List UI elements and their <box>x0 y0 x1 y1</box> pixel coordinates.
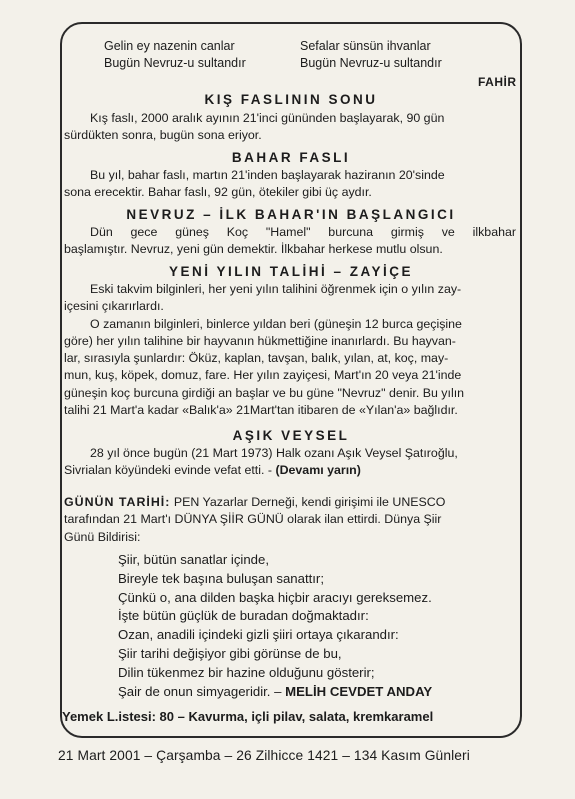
text-line: Eski takvim bilginleri, her yeni yılın talihini öğrenmek için o yılın zay- <box>90 282 462 296</box>
text-line: Sivrialan köyündeki evinde vefat etti. - <box>64 463 272 478</box>
section-title-gunun: GÜNÜN TARİHİ: <box>64 495 171 509</box>
text-line: lar, sırasıyla şunlardır: Öküz, kaplan, tavşan, balık, yılan, at, koç, may- <box>64 351 449 366</box>
verse-line: Gelin ey nazenin canlar <box>104 39 235 53</box>
text-line: içesini çıkarırlardı. <box>64 299 164 314</box>
poem-line: Dilin tükenmez bir hazine olduğunu gösterir; <box>118 664 375 680</box>
verse-line: Sefalar sünsün ihvanlar <box>300 39 431 53</box>
section-title-veysel: AŞIK VEYSEL <box>232 428 350 443</box>
continued-note: (Devamı yarın) <box>275 463 361 478</box>
section-body-bahar <box>64 167 516 202</box>
text-line: tarafından 21 Mart'ı DÜNYA ŞİİR GÜNÜ olarak ilan ettirdi. Dünya Şiir <box>64 512 442 527</box>
section-body-gunun <box>64 494 516 546</box>
verse-author: FAHİR <box>478 75 517 89</box>
poem-line: Şair de onun simyageridir. – <box>118 683 282 699</box>
poem-author: MELİH CEVDET ANDAY <box>285 683 433 699</box>
text-line: O zamanın bilginleri, binlerce yıldan beri (güneşin 12 burca geçişine <box>90 316 462 331</box>
section-body-veysel <box>64 445 516 480</box>
section-body-nevruz <box>64 224 516 259</box>
text-line: sona erecektir. Bahar faslı, 92 gün, ötekiler gibi üç aydır. <box>64 185 372 200</box>
section-body-kis <box>64 110 516 145</box>
poem-line: Bireyle tek başına buluşan sanattır; <box>118 570 324 586</box>
text-line: başlamıştır. Nevruz, yeni gün demektir. İlkbahar herkese mutlu olsun. <box>64 242 443 257</box>
text-line: 28 yıl önce bugün (21 Mart 1973) Halk ozanı Aşık Veysel Şatıroğlu, <box>90 446 458 460</box>
text-line: güneşin koç burcuna girdiği an başlar ve bu güne "Nevruz" denir. Bu yılın <box>64 385 465 400</box>
text-line: Kış faslı, 2000 aralık ayının 21'inci gününden başlayarak, 90 gün <box>90 111 445 125</box>
text-line: göre) her yılın talihine bir hayvanın hükmettiğine inanırlardı. Bu hayvan- <box>64 333 456 348</box>
section-title-kis: KIŞ FASLININ SONU <box>204 92 378 107</box>
section-title-nevruz: NEVRUZ – İLK BAHAR'IN BAŞLANGICI <box>126 207 456 222</box>
poem-line: Şiir, bütün sanatlar içinde, <box>118 552 270 567</box>
verse-line: Bugün Nevruz-u sultandır <box>104 56 246 70</box>
text-line: mun, kuş, köpek, domuz, fare. Her yılın zayiçesi, Mart'ın 20 veya 21'inde <box>64 368 462 383</box>
section-title-zayice: YENİ YILIN TALİHİ – ZAYİÇE <box>168 264 414 279</box>
poem-line: Şiir tarihi değişiyor gibi görünse de bu, <box>118 645 342 661</box>
menu-list: Yemek L.istesi: 80 – Kavurma, içli pilav, salata, kremkaramel <box>62 709 434 724</box>
poem-block <box>118 551 432 701</box>
poem-line: İşte bütün güçlük de buradan doğmaktadır: <box>118 608 369 624</box>
text-line: PEN Yazarlar Derneği, kendi girişimi ile UNESCO <box>173 495 446 509</box>
text-line: sürdükten sonra, bugün sona eriyor. <box>64 128 262 143</box>
section-title-bahar: BAHAR FASLI <box>231 150 351 165</box>
text-line: Bu yıl, bahar faslı, martın 21'inden başlayarak haziranın 20'sinde <box>90 168 445 182</box>
text-line: talihi 21 Mart'a kadar «Balık'a» 21Mart'tan itibaren de «Yılan'a» bağlıdır. <box>64 403 458 418</box>
verse-line: Bugün Nevruz-u sultandır <box>300 56 442 70</box>
text-line: Dün gece güneş Koç "Hamel" burcuna girmiş ve ilkbahar <box>90 225 516 239</box>
verse-left <box>104 38 246 72</box>
poem-line: Ozan, anadili içindeki gizli şiiri ortaya çıkarandır: <box>118 627 399 643</box>
poem-line: Çünkü o, ana dilden başka hiçbir aracıyı gereksemez. <box>118 589 432 605</box>
section-body-zayice <box>64 281 516 419</box>
verse-right <box>300 38 442 72</box>
date-footer: 21 Mart 2001 – Çarşamba – 26 Zilhicce 1421 – 134 Kasım Günleri <box>58 748 470 763</box>
text-line: Günü Bildirisi: <box>64 529 141 544</box>
